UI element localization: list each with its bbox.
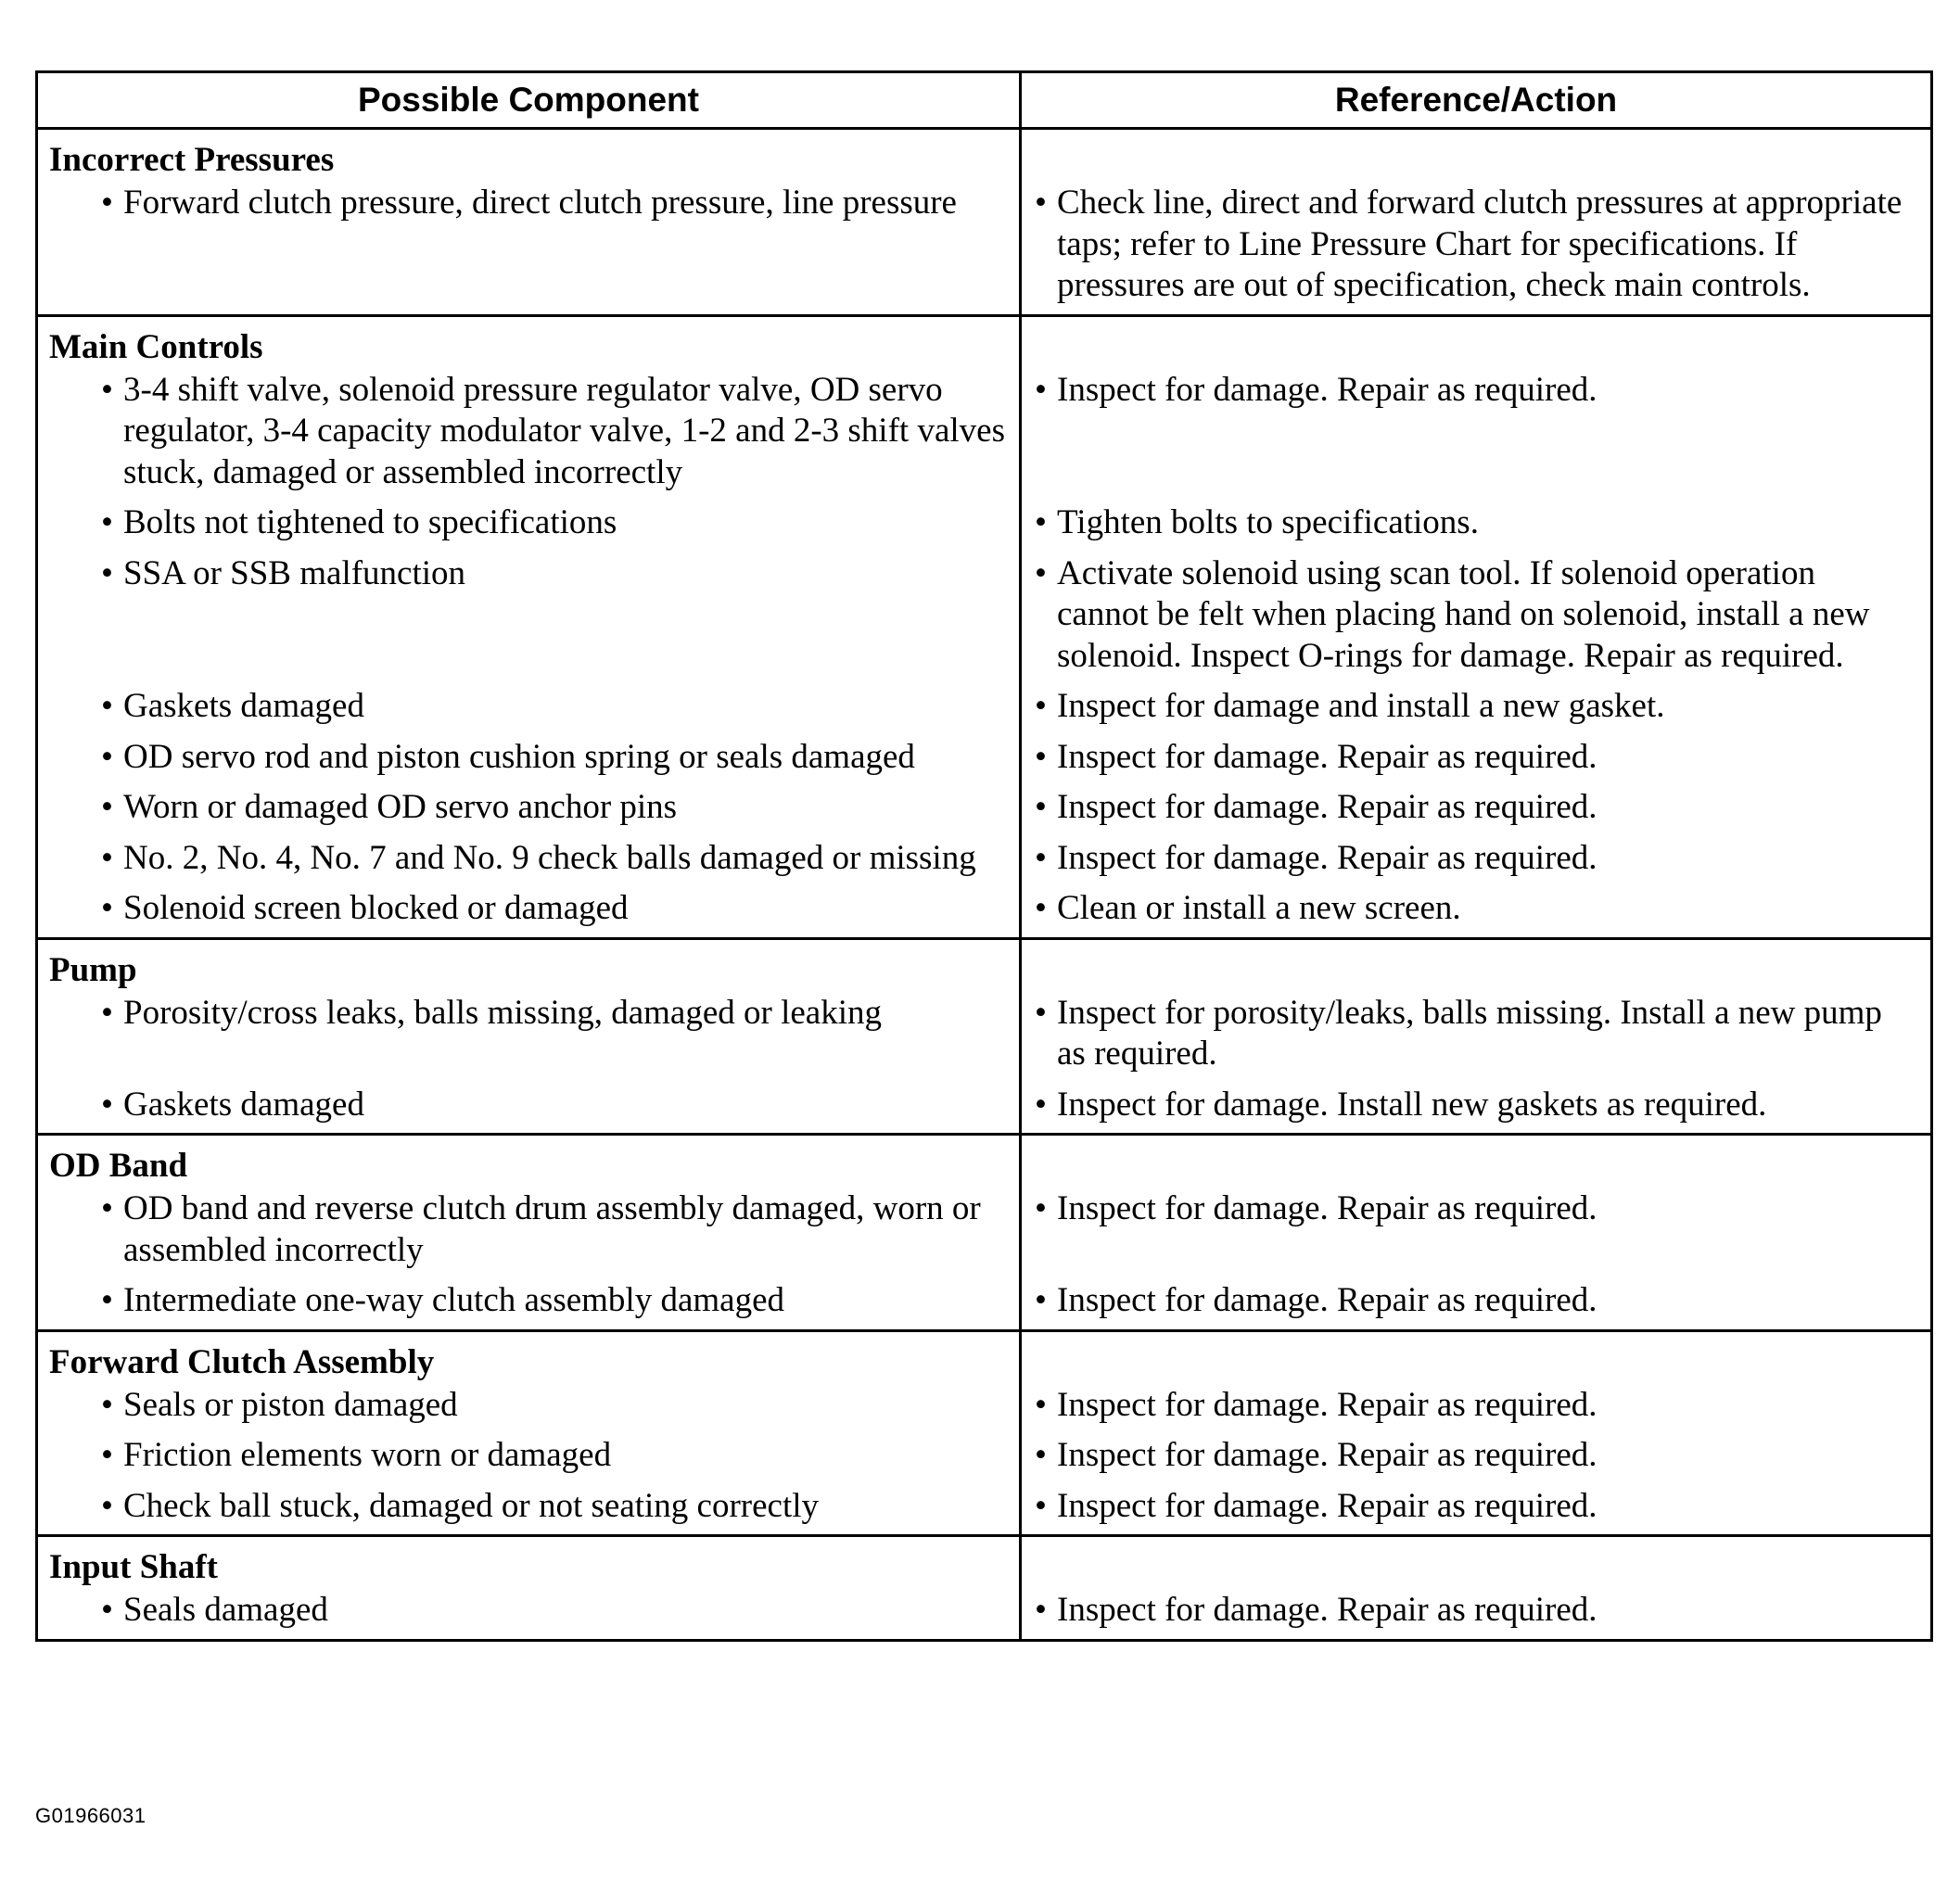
figure-id: G01966031: [35, 1804, 146, 1827]
component-text: Friction elements worn or damaged: [123, 1436, 612, 1474]
component-cell: [37, 368, 1021, 500]
bullet-icon: •: [1035, 1085, 1047, 1124]
component-text: Gaskets damaged: [123, 687, 364, 725]
bullet-item: [1035, 838, 1914, 880]
table-row: [37, 368, 1932, 500]
component-text: Bolts not tightened to specifications: [123, 503, 617, 541]
component-text: Gaskets damaged: [123, 1085, 364, 1124]
bullet-icon: •: [101, 370, 113, 409]
bullet-item: [101, 553, 1006, 595]
bullet-item: [1035, 553, 1914, 678]
bullet-item: [1035, 737, 1914, 779]
bullet-item: [101, 370, 1006, 494]
component-text: Check ball stuck, damaged or not seating correctly: [123, 1486, 820, 1525]
bullet-icon: •: [101, 889, 113, 927]
bullet-icon: •: [1035, 737, 1047, 776]
bullet-item: [1035, 1435, 1914, 1477]
component-cell: [37, 783, 1021, 834]
component-cell: [37, 550, 1021, 683]
component-cell: [37, 499, 1021, 550]
action-text: Inspect for damage. Repair as required.: [1057, 370, 1597, 409]
bullet-item: [1035, 1385, 1914, 1427]
bullet-icon: •: [101, 993, 113, 1032]
section-header-row: [37, 1135, 1932, 1188]
action-cell: [1021, 783, 1932, 834]
component-text: 3-4 shift valve, solenoid pressure regulator valve, OD servo regulator, 3-4 capacity modulator valve, 1-2 and 2-3 shift valves stuck, damaged or assembled incorrectly: [123, 370, 1005, 491]
bullet-icon: •: [101, 838, 113, 877]
table-row: [37, 1187, 1932, 1277]
bullet-icon: •: [101, 1189, 113, 1227]
bullet-icon: •: [101, 687, 113, 725]
bullet-icon: •: [1035, 687, 1047, 725]
action-cell: [1021, 1081, 1932, 1135]
bullet-item: [101, 787, 1006, 829]
table-row: [37, 1588, 1932, 1640]
action-text: Inspect for damage. Repair as required.: [1057, 788, 1597, 826]
component-text: Worn or damaged OD servo anchor pins: [123, 788, 678, 826]
bullet-icon: •: [101, 1085, 113, 1124]
bullet-item: [101, 737, 1006, 779]
section-title-cell: [37, 1536, 1021, 1589]
bullet-item: [101, 502, 1006, 544]
bullet-icon: •: [1035, 1486, 1047, 1525]
section-title: Incorrect Pressures: [49, 141, 335, 179]
component-cell: [37, 1277, 1021, 1330]
bullet-item: [101, 888, 1006, 930]
bullet-icon: •: [101, 1486, 113, 1525]
bullet-icon: •: [101, 1591, 113, 1629]
action-cell: [1021, 1431, 1932, 1482]
section-empty-cell: [1021, 1330, 1932, 1383]
bullet-item: [101, 1385, 1006, 1427]
section-empty-cell: [1021, 129, 1932, 182]
bullet-item: [1035, 183, 1914, 307]
bullet-icon: •: [1035, 889, 1047, 927]
bullet-item: [1035, 1085, 1914, 1126]
action-cell: [1021, 550, 1932, 683]
table-row: [37, 181, 1932, 315]
action-cell: [1021, 1383, 1932, 1432]
action-text: Inspect for damage. Repair as required.: [1057, 1281, 1597, 1319]
component-text: Solenoid screen blocked or damaged: [123, 889, 629, 927]
component-text: Seals damaged: [123, 1591, 328, 1629]
bullet-item: [101, 686, 1006, 728]
action-text: Inspect for damage. Repair as required.: [1057, 1591, 1597, 1629]
action-cell: [1021, 368, 1932, 500]
component-cell: [37, 884, 1021, 938]
bullet-icon: •: [101, 737, 113, 776]
component-text: No. 2, No. 4, No. 7 and No. 9 check balls damaged or missing: [123, 838, 976, 877]
action-cell: [1021, 682, 1932, 733]
action-text: Inspect for porosity/leaks, balls missing. Install a new pump as required.: [1057, 993, 1882, 1073]
bullet-icon: •: [1035, 184, 1047, 222]
action-text: Activate solenoid using scan tool. If solenoid operation cannot be felt when placing hand on solenoid, install a new solenoid. Inspect O-rings for damage. Repair as required.: [1057, 553, 1870, 675]
section-header-row: [37, 315, 1932, 368]
bullet-icon: •: [1035, 503, 1047, 541]
table-row: [37, 1383, 1932, 1432]
section-header-row: [37, 129, 1932, 182]
component-cell: [37, 834, 1021, 885]
bullet-item: [1035, 787, 1914, 829]
section-header-row: [37, 1536, 1932, 1589]
component-text: OD band and reverse clutch drum assembly damaged, worn or assembled incorrectly: [123, 1189, 981, 1269]
bullet-item: [101, 1486, 1006, 1528]
section-title-cell: [37, 129, 1021, 182]
table-row: [37, 884, 1932, 938]
action-text: Inspect for damage. Repair as required.: [1057, 1486, 1597, 1525]
action-cell: [1021, 733, 1932, 784]
bullet-item: [101, 183, 1006, 224]
section-empty-cell: [1021, 1135, 1932, 1188]
bullet-icon: •: [1035, 553, 1047, 592]
section-empty-cell: [1021, 1536, 1932, 1589]
bullet-item: [1035, 888, 1914, 930]
diagnostic-table: [35, 70, 1933, 1642]
table-row: [37, 682, 1932, 733]
action-cell: [1021, 499, 1932, 550]
table-row: [37, 834, 1932, 885]
component-cell: [37, 682, 1021, 733]
table-row: [37, 1081, 1932, 1135]
bullet-icon: •: [1035, 1436, 1047, 1474]
action-text: Tighten bolts to specifications.: [1057, 503, 1479, 541]
section-header-row: [37, 1330, 1932, 1383]
bullet-item: [101, 1435, 1006, 1477]
table-row: [37, 1482, 1932, 1536]
bullet-icon: •: [101, 1281, 113, 1319]
bullet-item: [101, 993, 1006, 1035]
bullet-icon: •: [1035, 1591, 1047, 1629]
action-text: Check line, direct and forward clutch pressures at appropriate taps; refer to Line Pressure Chart for specifications. If pressures are out of specification, check main controls.: [1057, 184, 1903, 304]
action-text: Inspect for damage. Repair as required.: [1057, 1385, 1597, 1424]
action-cell: [1021, 181, 1932, 315]
table-row: [37, 499, 1932, 550]
component-text: Seals or piston damaged: [123, 1385, 458, 1424]
bullet-item: [101, 838, 1006, 880]
section-title: Main Controls: [49, 327, 263, 366]
table-row: [37, 1277, 1932, 1330]
component-text: Porosity/cross leaks, balls missing, damaged or leaking: [123, 993, 882, 1032]
bullet-item: [101, 1280, 1006, 1322]
section-title-cell: [37, 1330, 1021, 1383]
section-title: Pump: [49, 950, 137, 989]
bullet-item: [1035, 1486, 1914, 1528]
section-title: Forward Clutch Assembly: [49, 1342, 435, 1381]
bullet-item: [101, 1590, 1006, 1632]
table-row: [37, 733, 1932, 784]
table-row: [37, 991, 1932, 1081]
component-cell: [37, 1431, 1021, 1482]
bullet-icon: •: [1035, 993, 1047, 1032]
bullet-item: [1035, 1188, 1914, 1230]
action-text: Inspect for damage. Repair as required.: [1057, 1436, 1597, 1474]
action-text: Inspect for damage. Repair as required.: [1057, 737, 1597, 776]
bullet-icon: •: [101, 184, 113, 222]
bullet-icon: •: [1035, 788, 1047, 826]
table-row: [37, 783, 1932, 834]
component-cell: [37, 1482, 1021, 1536]
component-cell: [37, 181, 1021, 315]
section-title-cell: [37, 315, 1021, 368]
action-text: Clean or install a new screen.: [1057, 889, 1461, 927]
bullet-icon: •: [1035, 838, 1047, 877]
component-cell: [37, 1187, 1021, 1277]
table-body: [37, 129, 1932, 1641]
action-cell: [1021, 834, 1932, 885]
table-row: [37, 550, 1932, 683]
header-reference-action: Reference/Action: [1021, 72, 1932, 129]
table-row: [37, 1431, 1932, 1482]
section-title-cell: [37, 938, 1021, 991]
bullet-item: [1035, 993, 1914, 1075]
action-text: Inspect for damage and install a new gasket.: [1057, 687, 1665, 725]
bullet-item: [101, 1188, 1006, 1271]
bullet-icon: •: [1035, 370, 1047, 409]
action-cell: [1021, 1588, 1932, 1640]
bullet-icon: •: [1035, 1385, 1047, 1424]
action-cell: [1021, 1482, 1932, 1536]
header-possible-component: Possible Component: [37, 72, 1021, 129]
section-header-row: [37, 938, 1932, 991]
bullet-item: [1035, 686, 1914, 728]
bullet-icon: •: [1035, 1189, 1047, 1227]
bullet-item: [1035, 502, 1914, 544]
bullet-icon: •: [1035, 1281, 1047, 1319]
bullet-item: [1035, 370, 1914, 412]
section-empty-cell: [1021, 938, 1932, 991]
action-cell: [1021, 991, 1932, 1081]
action-text: Inspect for damage. Repair as required.: [1057, 838, 1597, 877]
section-title: OD Band: [49, 1147, 188, 1185]
bullet-icon: •: [101, 1436, 113, 1474]
component-cell: [37, 991, 1021, 1081]
component-cell: [37, 1081, 1021, 1135]
component-text: SSA or SSB malfunction: [123, 553, 466, 592]
action-text: Inspect for damage. Install new gaskets as required.: [1057, 1085, 1767, 1124]
bullet-icon: •: [101, 1385, 113, 1424]
bullet-item: [1035, 1280, 1914, 1322]
action-cell: [1021, 1277, 1932, 1330]
component-text: OD servo rod and piston cushion spring or seals damaged: [123, 737, 915, 776]
action-text: Inspect for damage. Repair as required.: [1057, 1189, 1597, 1227]
component-cell: [37, 1383, 1021, 1432]
bullet-icon: •: [101, 553, 113, 592]
section-title-cell: [37, 1135, 1021, 1188]
bullet-item: [101, 1085, 1006, 1126]
action-cell: [1021, 884, 1932, 938]
section-empty-cell: [1021, 315, 1932, 368]
bullet-item: [1035, 1590, 1914, 1632]
component-cell: [37, 733, 1021, 784]
bullet-icon: •: [101, 503, 113, 541]
component-text: Forward clutch pressure, direct clutch pressure, line pressure: [123, 184, 957, 222]
component-text: Intermediate one-way clutch assembly damaged: [123, 1281, 784, 1319]
bullet-icon: •: [101, 788, 113, 826]
action-cell: [1021, 1187, 1932, 1277]
table-header-row: [37, 72, 1932, 129]
section-title: Input Shaft: [49, 1548, 219, 1586]
component-cell: [37, 1588, 1021, 1640]
